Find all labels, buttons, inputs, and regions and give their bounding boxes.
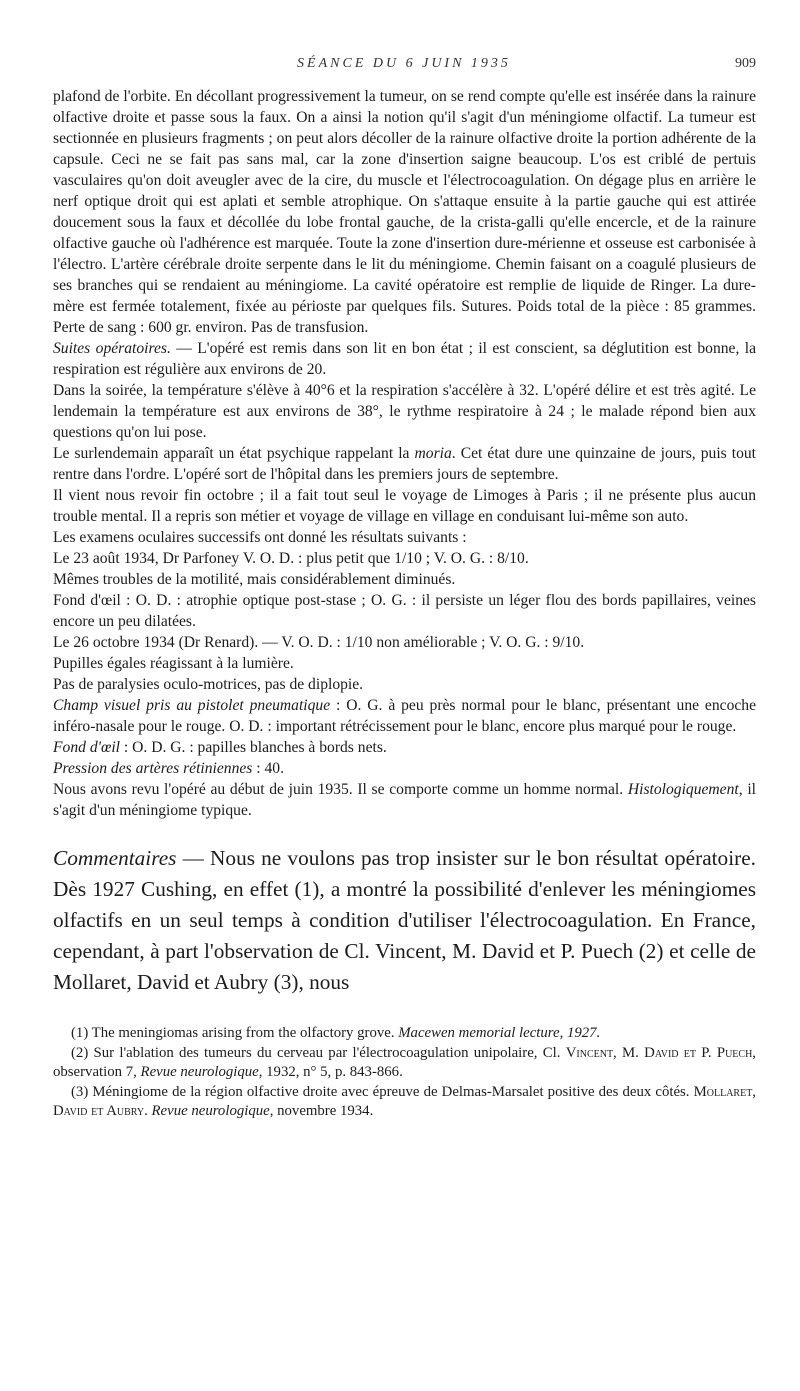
paragraph-text: Le surlendemain apparaît un état psychique rappelant la [53,445,415,462]
paragraph-operation: plafond de l'orbite. En décollant progressivement la tumeur, on se rend compte qu'elle est insérée dans la rainure olfactive droite et passe sous la faux. On a ainsi la notion qu'il s'agit d'un méningiome olfactif. La tumeur est sectionnée en plusieurs fragments ; on peut alors décoller de la rainure olfactive droite la portion adhérente de la capsule. Ceci ne se fait pas sans mal, car la zone d'insertion saigne beaucoup. L'os est criblé de pertuis vasculaires qu'on doit aveugler avec de la cire, du muscle et l'électrocoagulation. On dégage plus en arrière le nerf optique droit qui est aplati et semble atrophique. On s'attaque ensuite à la partie gauche qui est attirée doucement sous la faux et décollée du lobe frontal gauche, de la crista-galli qu'elle encercle, et de la rainure olfactive gauche où l'adhérence est marquée. Toute la zone d'insertion dure-mérienne et osseuse est carbonisée à l'électro. L'artère cérébrale droite serpente dans le lit du méningiome. Chemin faisant on a coagulé plusieurs de ses branches qui se rendaient au méningiome. La cavité opératoire est remplie de liquide de Ringer. La dure-mère est fermée totalement, fixée au périoste par quelques fils. Sutures. Poids total de la pièce : 85 grammes. Perte de sang : 600 gr. environ. Pas de transfusion. [53,88,756,336]
paragraph-fond-oeil-1: Fond d'œil : O. D. : atrophie optique post-stase ; O. G. : il persiste un léger flou des bords papillaires, veines encore un peu dilatées. [53,592,756,630]
section-lead-fond-oeil: Fond d'œil [53,739,121,756]
footnote-text: (3) Méningiome de la région olfactive droite avec épreuve de Delmas-Marsalet positive des deux côtés. [71,1083,694,1100]
footnote-text: , observation 7, [53,1044,756,1080]
footnote-1 [53,1024,756,1044]
term-histologiquement: Histologiquement [627,781,739,798]
commentary [53,843,756,998]
paragraph-exam-aout: Le 23 août 1934, Dr Parfoney V. O. D. : plus petit que 1/10 ; V. O. G. : 8/10. [53,550,529,567]
paragraph-paralysies: Pas de paralysies oculo-motrices, pas de diplopie. [53,676,364,693]
footnote-text: (2) Sur l'ablation des tumeurs du cerveau par l'électrocoagulation unipolaire, Cl. [71,1044,566,1061]
paragraph-conclusion [53,779,756,821]
commentary-paragraph [53,843,756,998]
footnote-journal: Revue neurologique [151,1103,270,1119]
running-title: SÉANCE DU 6 JUIN 1935 [297,56,511,71]
paragraph-soiree: Dans la soirée, la température s'élève à 40°6 et la respiration s'accélère à 32. L'opéré délire et est très agité. Le lendemain la température est aux environs de 38°, le rythme respiratoire à 24 ; le malade répond bien aux questions qu'on lui pose. [53,382,756,441]
paragraph-text: : O. G. à peu près normal pour le blanc, présentant une encoche inféro-nasale pour le rouge. O. D. : important rétrécissement pour le blanc, encore plus marqué pour le rouge. [53,697,757,735]
paragraph-champ-visuel [53,695,756,737]
footnote-authors: Mollaret, David et Aubry [53,1083,756,1119]
paragraph-text: , il s'agit d'un méningiome typique. [53,781,756,819]
footnote-text: . [144,1103,152,1119]
paragraph-text: — L'opéré est remis dans son lit en bon état ; il est conscient, sa déglutition est bonne, la respiration est régulière aux environs de 20. [53,340,757,378]
paragraph-suites [53,338,756,380]
paragraph-surlendemain [53,443,756,485]
paragraph-motilite: Mêmes troubles de la motilité, mais considérablement diminués. [53,571,456,588]
commentary-text: — Nous ne voulons pas trop insister sur le bon résultat opératoire. Dès 1927 Cushing, en effet (1), a montré la possibilité d'enlever les méningiomes olfactifs en un seul temps à condition d'utiliser l'électrocoagulation. En France, cependant, à part l'observation de Cl. Vincent, M. David et P. Puech (2) et celle de Mollaret, David et Aubry (3), nous [53,846,756,994]
footnote-text: , 1927. [559,1025,601,1041]
paragraph-pression [53,758,756,779]
paragraph-revoir: Il vient nous revoir fin octobre ; il a fait tout seul le voyage de Limoges à Paris ; il ne présente plus aucun trouble mental. Il a repris son métier et voyage de village en village en conduisant lui-même son auto. [53,487,756,525]
footnote-text: (1) The meningiomas arising from the olfactory grove. [71,1025,399,1041]
paragraph-text: Nous avons revu l'opéré au début de juin 1935. Il se comporte comme un homme normal. [53,781,628,798]
commentary-lead: Commentaires [53,846,177,870]
section-lead-suites: Suites opératoires. [53,340,171,357]
page-number: 909 [735,56,756,71]
section-lead-pression: Pression des artères rétiniennes [53,760,253,777]
footnote-2 [53,1044,756,1083]
paragraph-examens: Les examens oculaires successifs ont donné les résultats suivants : [53,529,467,546]
footnote-authors: Vincent, M. David et P. Puech [565,1044,753,1061]
section-lead-champ-visuel: Champ visuel pris au pistolet pneumatique [53,697,331,714]
paragraph-fond-oeil-2 [53,737,756,758]
paragraph-text: : O. D. G. : papilles blanches à bords nets. [120,739,387,756]
footnotes [53,1024,756,1122]
term-moria: moria [414,445,452,462]
page-header [52,56,756,82]
footnote-text: , novembre 1934. [269,1103,374,1119]
footnote-journal: Revue neurologique [140,1064,259,1080]
footnote-3 [53,1083,756,1122]
footnote-title: Macewen memorial lecture [398,1025,560,1041]
paragraph-text: . Cet état dure une quinzaine de jours, puis tout rentre dans l'ordre. L'opéré sort de l'hôpital dans les premiers jours de septembre. [53,445,757,483]
footnote-text: , 1932, n° 5, p. 843-866. [258,1064,403,1080]
article-body [53,86,756,1122]
paragraph-exam-octobre: Le 26 octobre 1934 (Dr Renard). — V. O. D. : 1/10 non améliorable ; V. O. G. : 9/10. [53,634,585,651]
paragraph-text: : 40. [252,760,284,777]
case-report [53,86,756,821]
paragraph-pupilles: Pupilles égales réagissant à la lumière. [53,655,294,672]
